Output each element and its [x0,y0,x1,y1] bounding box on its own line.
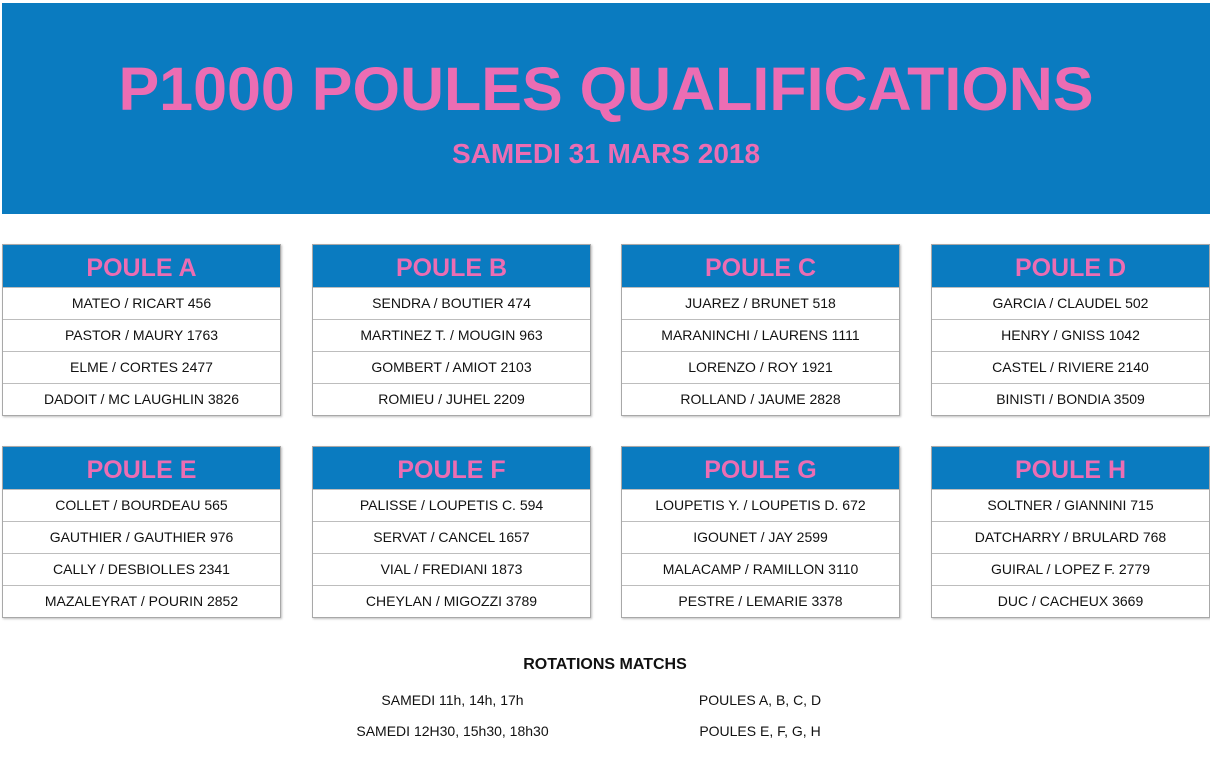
team-row: GAUTHIER / GAUTHIER 976 [3,521,280,553]
team-row: MARTINEZ T. / MOUGIN 963 [313,319,590,351]
team-row: SENDRA / BOUTIER 474 [313,287,590,319]
pool-card-h [931,446,1210,618]
header-banner [2,3,1210,214]
rotations-title: ROTATIONS MATCHS [523,656,687,673]
rotation-pools: POULES E, F, G, H [699,723,821,739]
pool-header: POULE B [313,245,590,287]
team-row: ROLLAND / JAUME 2828 [622,383,899,415]
pool-card-c [621,244,900,416]
pool-card-g [621,446,900,618]
team-row: COLLET / BOURDEAU 565 [3,489,280,521]
pool-header: POULE G [622,447,899,489]
team-row: MAZALEYRAT / POURIN 2852 [3,585,280,617]
team-row: PESTRE / LEMARIE 3378 [622,585,899,617]
team-row: JUAREZ / BRUNET 518 [622,287,899,319]
pool-header: POULE H [932,447,1209,489]
team-row: LORENZO / ROY 1921 [622,351,899,383]
team-row: SOLTNER / GIANNINI 715 [932,489,1209,521]
team-row: PASTOR / MAURY 1763 [3,319,280,351]
team-row: DADOIT / MC LAUGHLIN 3826 [3,383,280,415]
pool-header: POULE F [313,447,590,489]
pool-card-e [2,446,281,618]
rotation-times: SAMEDI 11h, 14h, 17h [381,692,524,708]
team-row: GUIRAL / LOPEZ F. 2779 [932,553,1209,585]
team-row: MALACAMP / RAMILLON 3110 [622,553,899,585]
pool-header: POULE C [622,245,899,287]
team-row: VIAL / FREDIANI 1873 [313,553,590,585]
team-row: CHEYLAN / MIGOZZI 3789 [313,585,590,617]
team-row: PALISSE / LOUPETIS C. 594 [313,489,590,521]
team-row: DUC / CACHEUX 3669 [932,585,1209,617]
pool-header: POULE D [932,245,1209,287]
team-row: ROMIEU / JUHEL 2209 [313,383,590,415]
team-row: GOMBERT / AMIOT 2103 [313,351,590,383]
team-row: BINISTI / BONDIA 3509 [932,383,1209,415]
pool-card-d [931,244,1210,416]
team-row: MATEO / RICART 456 [3,287,280,319]
page-subtitle: SAMEDI 31 MARS 2018 [451,138,761,169]
team-row: IGOUNET / JAY 2599 [622,521,899,553]
pool-card-f [312,446,591,618]
pool-card-a [2,244,281,416]
team-row: CALLY / DESBIOLLES 2341 [3,553,280,585]
team-row: ELME / CORTES 2477 [3,351,280,383]
pool-card-b [312,244,591,416]
page-title: P1000 POULES QUALIFICATIONS [118,55,1094,123]
team-row: SERVAT / CANCEL 1657 [313,521,590,553]
team-row: LOUPETIS Y. / LOUPETIS D. 672 [622,489,899,521]
rotation-times: SAMEDI 12H30, 15h30, 18h30 [356,723,549,739]
pool-header: POULE E [3,447,280,489]
team-row: GARCIA / CLAUDEL 502 [932,287,1209,319]
team-row: CASTEL / RIVIERE 2140 [932,351,1209,383]
team-row: HENRY / GNISS 1042 [932,319,1209,351]
team-row: DATCHARRY / BRULARD 768 [932,521,1209,553]
pool-header: POULE A [3,245,280,287]
rotation-pools: POULES A, B, C, D [698,692,822,708]
team-row: MARANINCHI / LAURENS 1111 [622,319,899,351]
